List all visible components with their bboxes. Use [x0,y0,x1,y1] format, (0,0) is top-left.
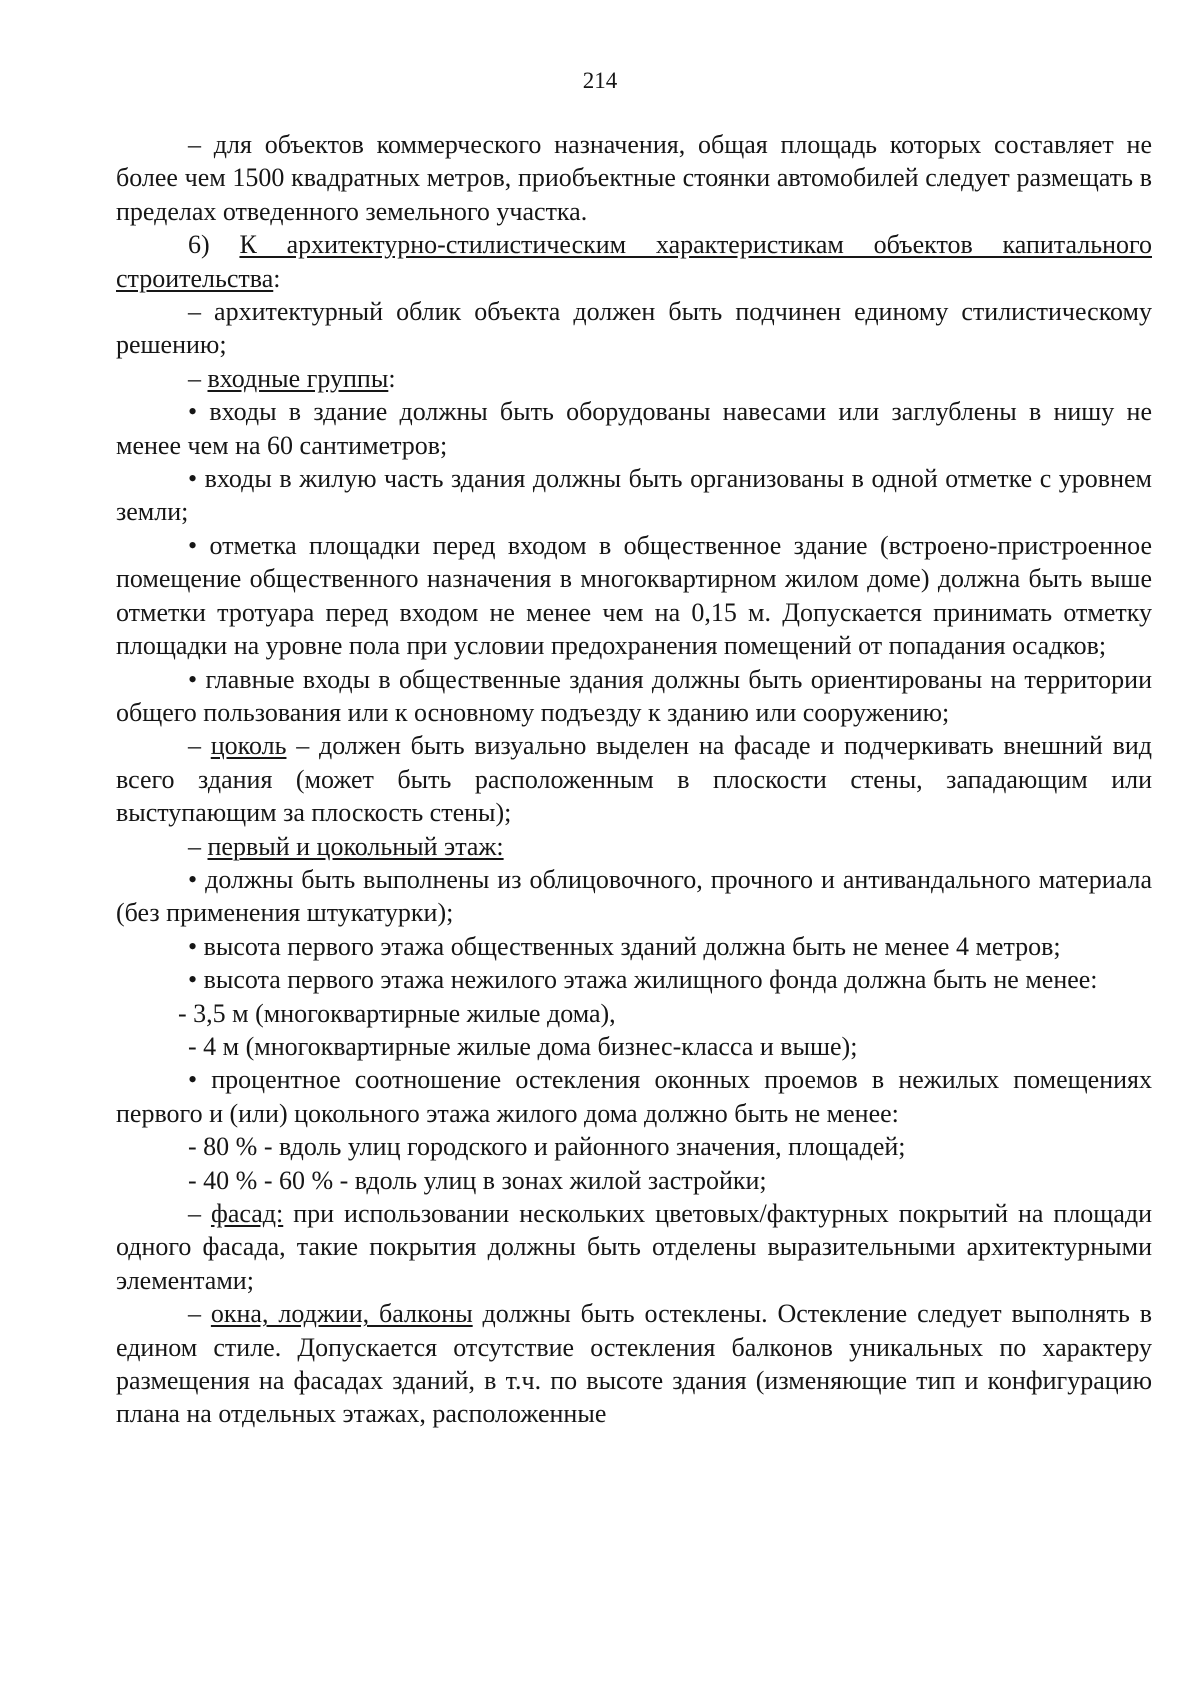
section-heading: 6) К архитектурно-стилистическим характеристикам объектов капитального строительства: [116,230,1152,293]
subheading-facade: – фасад: при использовании нескольких цветовых/фактурных покрытий на площади одного фасада, такие покрытия должны быть отделены выразительными архитектурными элементами; [116,1199,1153,1295]
underlined-term: фасад: [210,1199,284,1228]
subheading-first-floor: – первый и цокольный этаж: [188,831,504,861]
underlined-term: цоколь [210,731,287,761]
underlined-term: первый и цокольный этаж: [207,831,504,861]
subheading-entrance-groups: – входные группы: [188,363,396,393]
document-body [116,128,1152,1431]
underlined-term: окна, лоджии, балконы [210,1299,473,1329]
bullet-item: • отметка площадки перед входом в общественное здание (встроено-пристроенное помещение общественного назначения в многоквартирном жилом доме) должна быть выше отметки тротуара перед входом не менее чем на 0,15 м. Допускается принимать отметку площадки на уровне пола при условии предохранения помещений от попадания осадков; [116,530,1152,661]
page-number: 214 [582,68,618,93]
dash-item: - 4 м (многоквартирные жилые дома бизнес-класса и выше); [188,1031,858,1061]
bullet-item: • должны быть выполнены из облицовочного, прочного и антивандального материала (без применения штукатурки); [116,864,1152,928]
subheading-plinth: – цоколь – должен быть визуально выделен на фасаде и подчеркивать внешний вид всего здания (может быть расположенным в плоскости стены, западающим или выступающим за плоскость стены); [116,731,1152,828]
dash-item: - 80 % - вдоль улиц городского и районного значения, площадей; [188,1132,906,1162]
paragraph: – архитектурный облик объекта должен быть подчинен единому стилистическому решению; [116,297,1152,360]
bullet-item: • высота первого этажа нежилого этажа жилищного фонда должна быть не менее: [188,965,1098,995]
bullet-item: • входы в жилую часть здания должны быть организованы в одной отметке с уровнем земли; [116,464,1152,527]
paragraph: – для объектов коммерческого назначения, общая площадь которых составляет не более чем 1500 квадратных метров, приобъектные стоянки автомобилей следует размещать в пределах отведенного земельного участка. [116,130,1152,226]
bullet-item: • высота первого этажа общественных зданий должна быть не менее 4 метров; [188,931,1061,961]
dash-item: - 40 % - 60 % - вдоль улиц в зонах жилой застройки; [188,1165,767,1195]
bullet-item: • главные входы в общественные здания должны быть ориентированы на территории общего пользования или к основному подъезду к зданию или сооружению; [116,664,1152,727]
underlined-heading: К архитектурно-стилистическим характеристикам объектов капитального строительства [116,230,1152,293]
bullet-item: • процентное соотношение остекления оконных проемов в нежилых помещениях первого и (или) цокольного этажа жилого дома должно быть не менее: [116,1065,1152,1128]
bullet-item: • входы в здание должны быть оборудованы навесами или заглублены в нишу не менее чем на 60 сантиметров; [116,397,1152,460]
dash-item: - 3,5 м (многоквартирные жилые дома), [178,998,616,1028]
subheading-windows: – окна, лоджии, балконы должны быть остеклены. Остекление следует выполнять в едином стиле. Допускается отсутствие остекления балконов уникальных по характеру размещения на фасадах зданий, в т.ч. по высоте здания (изменяющие тип и конфигурацию плана на отдельных этажах, расположенные [116,1299,1153,1429]
underlined-term: входные группы [207,363,389,393]
